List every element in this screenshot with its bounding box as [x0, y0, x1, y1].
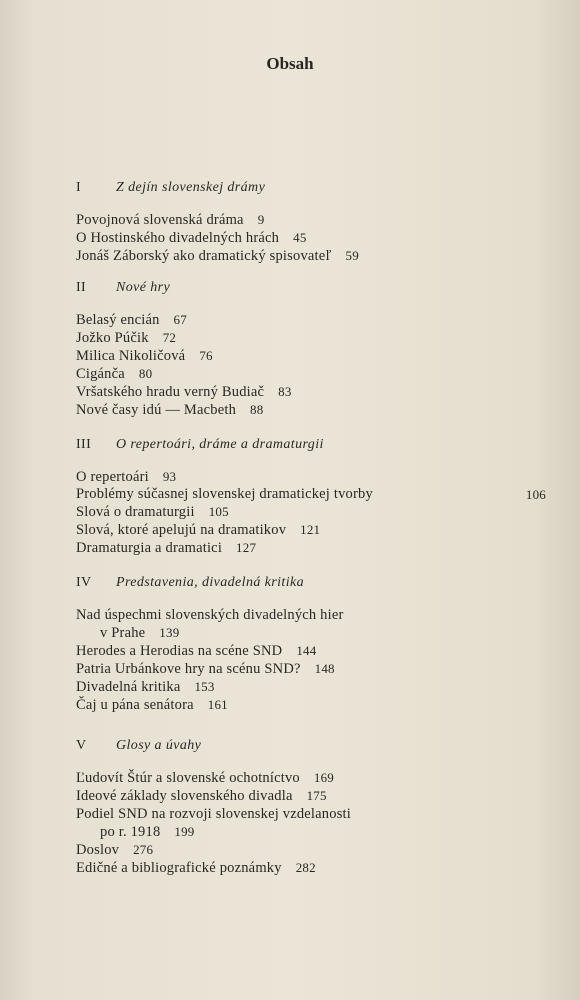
entry-title: Vršatského hradu verný Budiač [76, 384, 265, 400]
entry-title: Problémy súčasnej slovenskej dramatickej tvorby [76, 486, 373, 502]
toc-entry [76, 329, 546, 347]
entry-title: Cigánča [76, 366, 125, 382]
entry-title: Edičné a bibliografické poznámky [76, 860, 282, 876]
toc-entry [76, 365, 546, 383]
toc-entry [76, 486, 546, 503]
entry-title: Herodes a Herodias na scéne SND [76, 643, 283, 659]
section-1 [76, 177, 546, 265]
toc-entry [76, 211, 546, 229]
section-heading [76, 177, 546, 199]
entry-page: 59 [345, 248, 359, 263]
entry-title: Ľudovít Štúr a slovenské ochotníctvo [76, 770, 300, 786]
entry-title: Milica Nikoličová [76, 348, 186, 364]
toc-entry [76, 347, 546, 365]
entry-title: O repertoári [76, 469, 149, 485]
entry-title: Ideové základy slovenského divadla [76, 788, 293, 804]
entry-page: 169 [313, 770, 334, 785]
entry-title: Belasý encián [76, 312, 160, 328]
entry-title: Čaj u pána senátora [76, 697, 194, 713]
entry-title: Jožko Púčik [76, 330, 149, 346]
section-title: Z dejín slovenskej drámy [116, 180, 266, 195]
section-heading [76, 434, 546, 456]
entry-page: 105 [208, 504, 229, 519]
toc-entry [76, 383, 546, 401]
entry-page: 199 [174, 824, 195, 839]
section-title: Predstavenia, divadelná kritika [116, 575, 305, 590]
entry-page: 76 [199, 348, 213, 363]
entry-page: 93 [162, 469, 177, 484]
entry-title: Podiel SND na rozvoji slovenskej vzdelanosti [76, 806, 351, 822]
entry-title: v Prahe [100, 625, 146, 641]
section-title: O repertoári, dráme a dramaturgii [116, 437, 324, 452]
entry-page: 72 [162, 330, 177, 345]
entry-page: 276 [133, 842, 154, 857]
entry-page: 80 [138, 366, 153, 381]
entry-title: Nové časy idú — Macbeth [76, 402, 237, 418]
entry-page: 148 [314, 661, 335, 676]
entry-page: 88 [250, 402, 264, 417]
toc-entry [76, 787, 546, 805]
entry-page: 153 [194, 679, 215, 694]
entry-page: 144 [296, 643, 317, 658]
toc-entry [76, 503, 546, 521]
entry-page: 67 [173, 312, 187, 327]
toc-entry [76, 539, 546, 557]
toc-entry [76, 859, 546, 877]
entry-page: 139 [159, 625, 180, 640]
section-heading [76, 277, 546, 299]
page-title: Obsah [266, 54, 314, 73]
toc-entry-continued [76, 624, 546, 642]
toc-entry [76, 521, 546, 539]
entry-page: 45 [293, 230, 307, 245]
section-number: II [76, 280, 87, 295]
section-number: IV [76, 575, 92, 590]
toc-entry [76, 769, 546, 787]
entry-page: 175 [306, 788, 327, 803]
toc-entry [76, 229, 546, 247]
entry-page: 106 [525, 487, 546, 502]
toc-entry [76, 311, 546, 329]
section-5 [76, 735, 546, 877]
entry-title: Patria Urbánkove hry na scénu SND? [76, 661, 301, 677]
entry-title: Divadelná kritika [76, 679, 181, 695]
entry-page: 121 [300, 522, 321, 537]
entry-title: Nad úspechmi slovenských divadelných hier [76, 607, 344, 623]
entry-title: Slová, ktoré apelujú na dramatikov [76, 522, 287, 538]
entry-page: 9 [257, 212, 265, 227]
toc-entry [76, 247, 546, 265]
entry-page: 161 [207, 697, 228, 712]
entry-page: 83 [278, 384, 292, 399]
section-title: Glosy a úvahy [116, 738, 202, 753]
entry-title: po r. 1918 [100, 824, 161, 840]
section-heading [76, 735, 546, 757]
entry-title: O Hostinského divadelných hrách [76, 230, 280, 246]
section-number: I [76, 180, 82, 195]
toc-entry [76, 696, 546, 714]
section-heading [76, 572, 546, 594]
toc-entry [76, 841, 546, 859]
section-4 [76, 572, 546, 714]
toc-entry [76, 678, 546, 696]
toc-entry-continued [76, 823, 546, 841]
toc-entry [76, 401, 546, 419]
toc-entry [76, 660, 546, 678]
toc-entry [76, 606, 546, 624]
entry-title: Doslov [76, 842, 120, 858]
toc-entry [76, 642, 546, 660]
entry-page: 282 [295, 860, 316, 875]
entry-title: Povojnová slovenská dráma [76, 212, 244, 228]
entry-title: Jonáš Záborský ako dramatický spisovateľ [76, 248, 332, 264]
section-3 [76, 434, 546, 557]
toc-entry [76, 805, 546, 823]
section-number: V [76, 738, 87, 753]
section-title: Nové hry [116, 280, 171, 295]
section-number: III [76, 437, 92, 452]
entry-title: Slová o dramaturgii [76, 504, 195, 520]
entry-page: 127 [236, 540, 257, 555]
entry-title: Dramaturgia a dramatici [76, 540, 223, 556]
section-2 [76, 277, 546, 419]
toc-entry [76, 468, 546, 486]
